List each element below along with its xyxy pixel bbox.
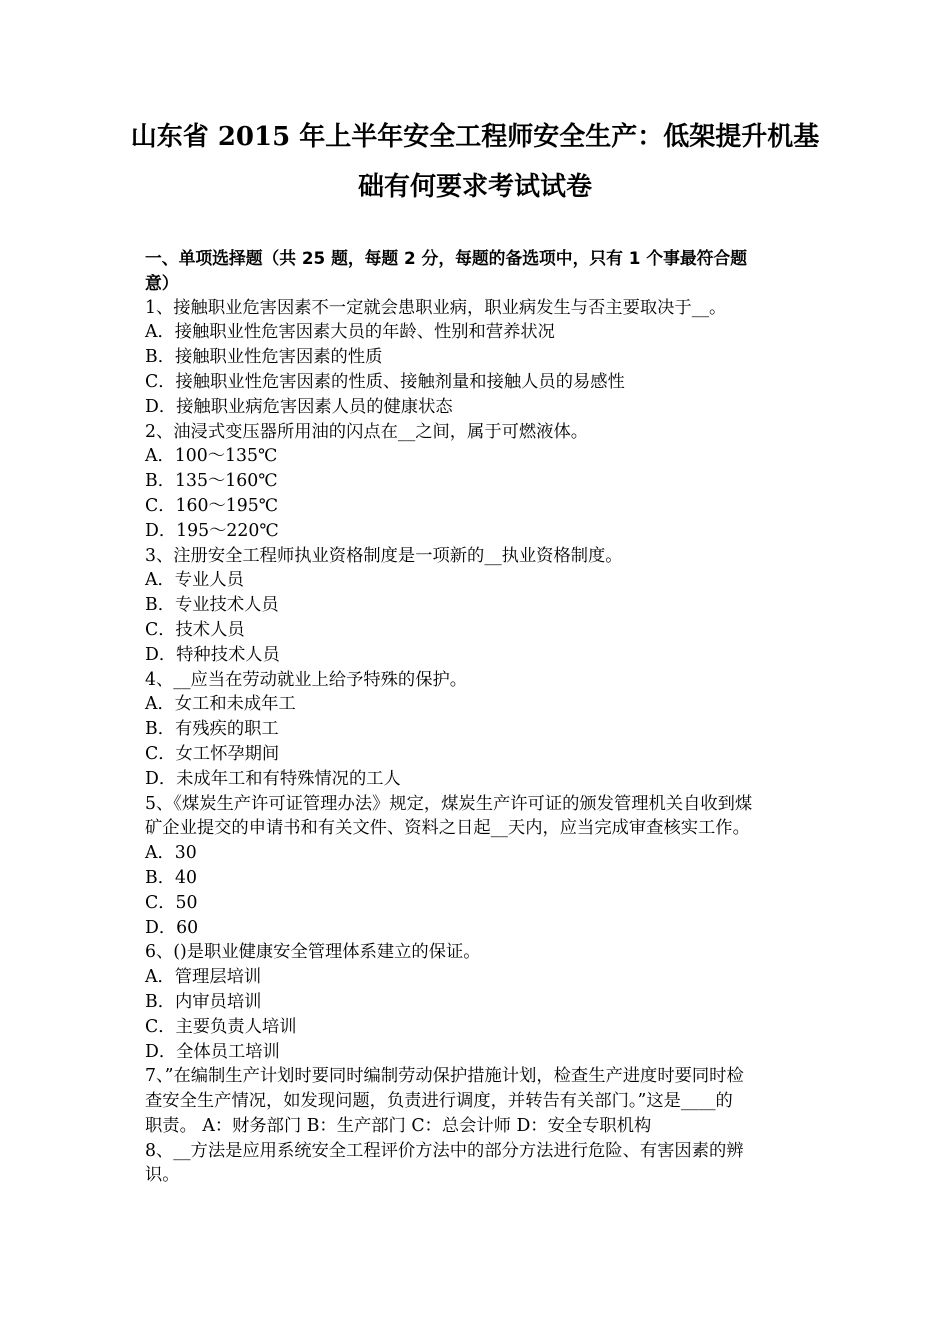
answer-option: D．60 (145, 917, 199, 938)
answer-option: A．管理层培训 (145, 967, 262, 988)
answer-option: C．160～195℃ (145, 495, 279, 516)
answer-option: D．接触职业病危害因素人员的健康状态 (145, 396, 453, 417)
question-list (145, 296, 810, 1189)
section-heading-line-1: 一、单项选择题（共 25 题，每题 2 分，每题的备选项中，只有 1 个事最符合题 (145, 248, 747, 268)
question-stem-line: 职责。 A：财务部门 B：生产部门 C：总会计师 D：安全专职机构 (145, 1115, 652, 1136)
question-item (145, 420, 810, 544)
answer-option: A．女工和未成年工 (145, 694, 296, 715)
answer-option: D．195～220℃ (145, 520, 279, 541)
answer-option: B．135～160℃ (145, 471, 278, 492)
title-line-1: 山东省 2015 年上半年安全工程师安全生产：低架提升机基 (130, 122, 820, 152)
answer-option: B．专业技术人员 (145, 595, 279, 616)
answer-option: D．特种技术人员 (145, 644, 280, 665)
question-item (145, 296, 810, 420)
question-stem-line: 3、注册安全工程师执业资格制度是一项新的__执业资格制度。 (145, 545, 623, 566)
answer-option: C．50 (145, 892, 198, 913)
question-stem-line: 6、()是职业健康安全管理体系建立的保证。 (145, 942, 481, 963)
answer-option: A．接触职业性危害因素大员的年龄、性别和营养状况 (145, 322, 555, 343)
question-stem-line: 2、油浸式变压器所用油的闪点在__之间，属于可燃液体。 (145, 421, 589, 442)
question-stem-line: 5、《煤炭生产许可证管理办法》规定，煤炭生产许可证的颁发管理机关自收到煤 (145, 793, 753, 814)
answer-option: B．内审员培训 (145, 991, 262, 1012)
answer-option: B．40 (145, 867, 197, 888)
question-stem-line: 查安全生产情况，如发现问题，负责进行调度，并转告有关部门。”这是____的 (145, 1091, 733, 1112)
question-stem-line: 1、接触职业危害因素不一定就会患职业病，职业病发生与否主要取决于__。 (145, 297, 727, 318)
question-item (145, 940, 810, 1064)
section-heading-line-2: 意） (145, 272, 179, 293)
question-item (145, 792, 810, 941)
document-title (120, 112, 830, 212)
answer-option: A．100～135℃ (145, 446, 278, 467)
answer-option: D．未成年工和有特殊情况的工人 (145, 768, 401, 789)
question-item (145, 1064, 810, 1138)
document-body (145, 246, 810, 1188)
answer-option: A．30 (145, 843, 197, 864)
question-stem-line: 4、__应当在劳动就业上给予特殊的保护。 (145, 669, 468, 690)
answer-option: C．接触职业性危害因素的性质、接触剂量和接触人员的易感性 (145, 371, 625, 392)
answer-option: B．有残疾的职工 (145, 719, 279, 740)
question-stem-line: 7、”在编制生产计划时要同时编制劳动保护措施计划，检查生产进度时要同时检 (145, 1066, 744, 1087)
answer-option: B．接触职业性危害因素的性质 (145, 347, 383, 368)
title-line-2: 础有何要求考试试卷 (357, 172, 592, 202)
question-stem-line: 识。 (145, 1165, 180, 1186)
answer-option: C．技术人员 (145, 619, 245, 640)
question-stem-line: 8、__方法是应用系统安全工程评价方法中的部分方法进行危险、有害因素的辨 (145, 1140, 744, 1161)
question-item (145, 668, 810, 792)
answer-option: C．女工怀孕期间 (145, 743, 280, 764)
question-stem-line: 矿企业提交的申请书和有关文件、资料之日起__天内，应当完成审查核实工作。 (145, 818, 750, 839)
answer-option: A．专业人员 (145, 570, 244, 591)
answer-option: D．全体员工培训 (145, 1041, 280, 1062)
answer-option: C．主要负责人培训 (145, 1016, 297, 1037)
question-item (145, 544, 810, 668)
question-item (145, 1139, 810, 1189)
